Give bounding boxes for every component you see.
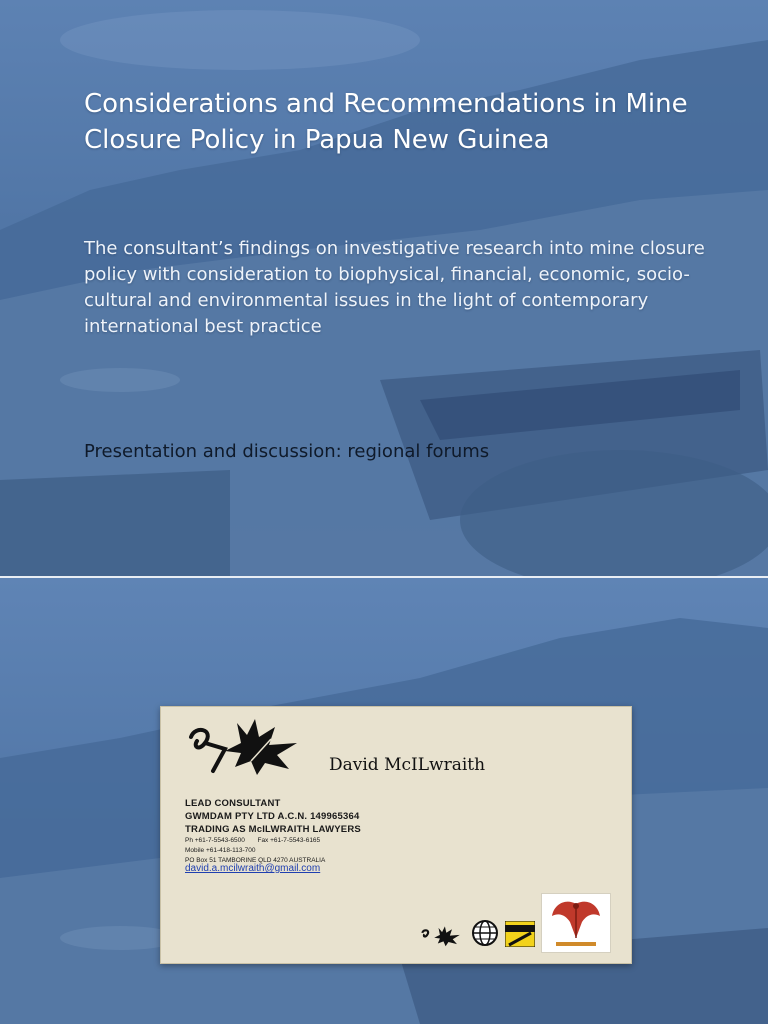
presentation-forum-line: Presentation and discussion: regional forums: [84, 441, 490, 462]
leaf-logo-icon: [419, 925, 463, 947]
slide-business-card: [0, 578, 768, 1024]
card-address: PO Box 51 TAMBORINE QLD 4270 AUSTRALIA: [185, 857, 326, 864]
card-phone-fax: [185, 836, 485, 846]
leaf-logo-icon: [185, 715, 303, 777]
card-email-link[interactable]: david.a.mcilwraith@gmail.com: [185, 863, 321, 874]
card-role: LEAD CONSULTANT: [185, 798, 281, 809]
globe-icon: [471, 919, 499, 947]
card-details: [185, 797, 485, 866]
presentation-subtitle: The consultant’s findings on investigative research into mine closure policy with consideration to biophysical, financial, economic, socio-cultural and environmental issues in the light of contemporary international best practice: [84, 238, 705, 337]
card-mobile: Mobile +61-418-113-700: [185, 847, 256, 854]
card-phone: Ph +61-7-5543-6500: [185, 837, 245, 844]
business-card: [160, 706, 632, 964]
card-name: David McILwraith: [329, 755, 486, 775]
dupont-logo-icon: [505, 921, 535, 947]
presentation-title: Considerations and Recommendations in Mine Closure Policy in Papua New Guinea: [84, 89, 688, 155]
card-company: GWMDAM PTY LTD A.C.N. 149965364: [185, 811, 360, 822]
png-bird-seal-icon: [541, 893, 611, 953]
card-fax: Fax +61-7-5543-6165: [257, 837, 321, 844]
card-trading-name: TRADING AS McILWRAITH LAWYERS: [185, 824, 361, 835]
